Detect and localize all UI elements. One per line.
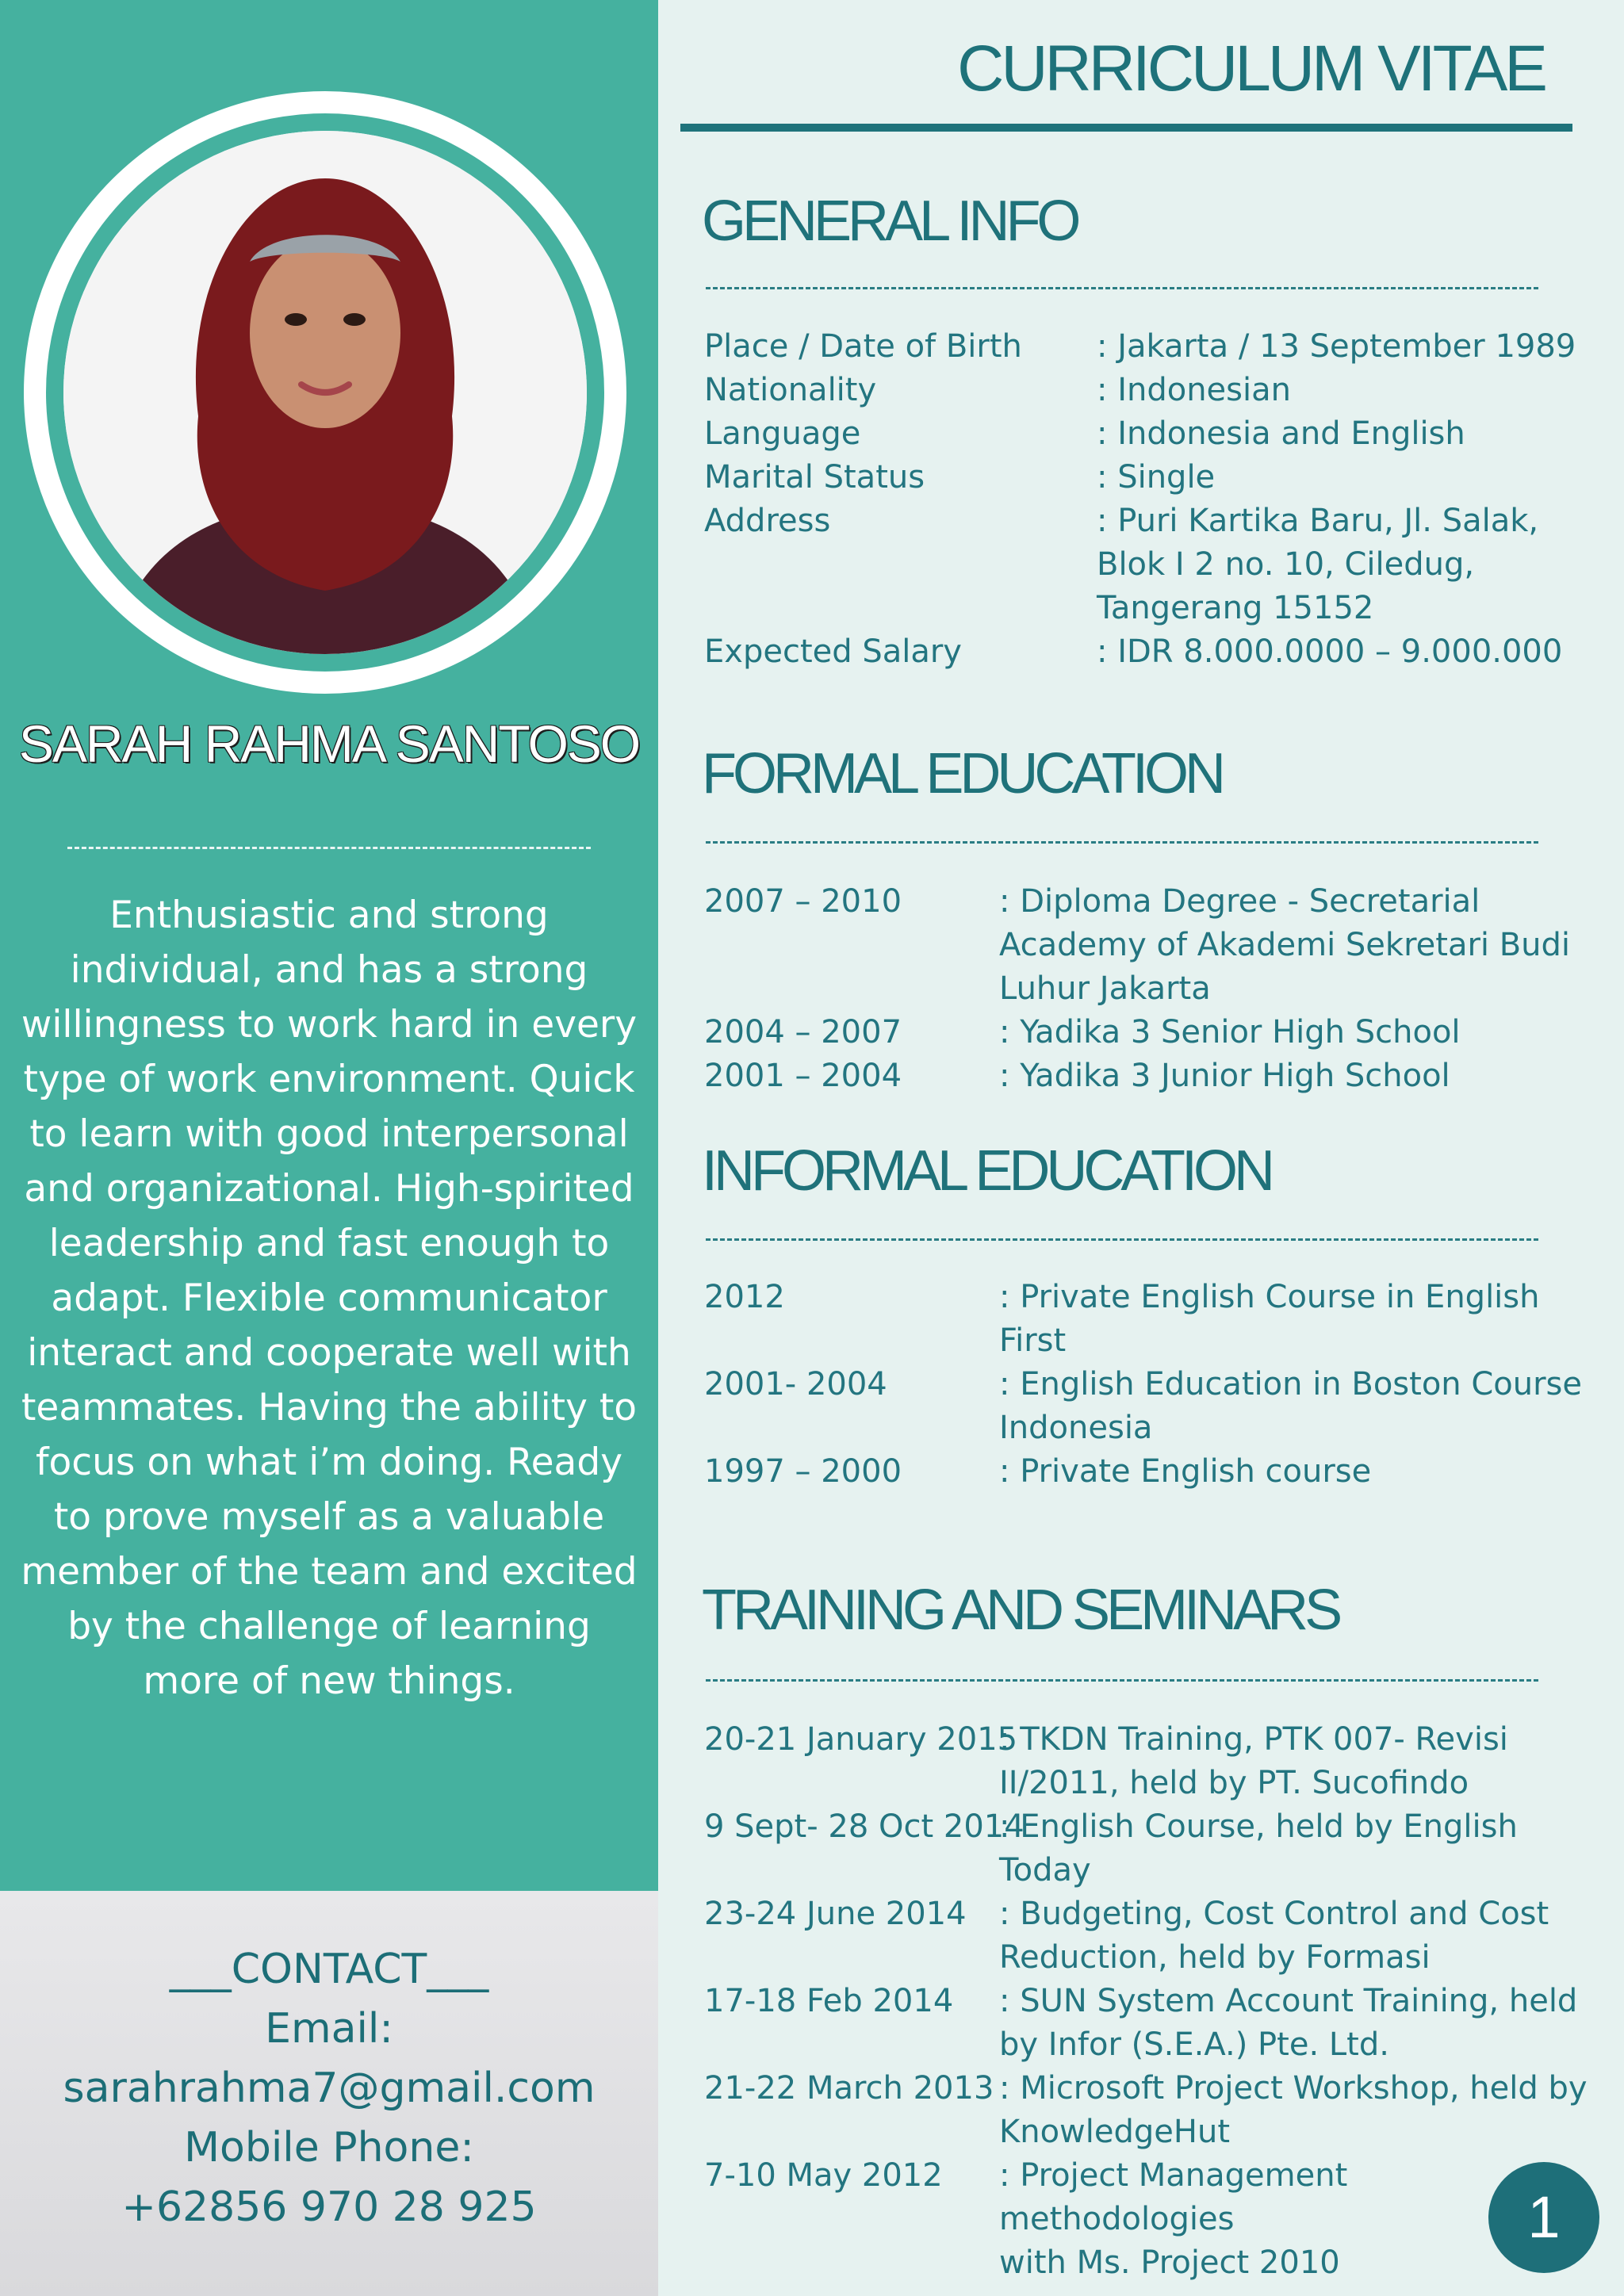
candidate-name: SARAH RAHMA SANTOSO bbox=[18, 714, 640, 773]
profile-photo bbox=[63, 131, 587, 654]
row-value: : Diploma Degree - Secretarial Academy of Akademi Sekretari Budi Luhur Jakarta bbox=[999, 883, 1571, 1007]
info-row bbox=[704, 1363, 1592, 1450]
row-value: : IDR 8.000.0000 – 9.000.000 bbox=[1097, 633, 1563, 670]
section-divider bbox=[706, 1238, 1538, 1241]
row-label: 23-24 June 2014 bbox=[704, 1896, 967, 1932]
info-row bbox=[704, 456, 1592, 499]
info-row bbox=[704, 630, 1592, 674]
info-row bbox=[704, 1892, 1592, 1980]
profile-photo-illustration bbox=[63, 131, 587, 654]
contact-heading: ___CONTACT___ bbox=[169, 1946, 489, 1993]
row-label: 2007 – 2010 bbox=[704, 883, 902, 920]
photo-frame bbox=[24, 91, 626, 694]
row-value: : Single bbox=[1097, 459, 1216, 496]
info-row bbox=[704, 1450, 1592, 1494]
info-row bbox=[704, 1276, 1592, 1363]
section-title-formal-education: FORMAL EDUCATION bbox=[702, 742, 1223, 806]
info-row bbox=[704, 1980, 1592, 2067]
row-value: : Indonesia and English bbox=[1097, 415, 1465, 452]
info-row bbox=[704, 412, 1592, 456]
profile-summary: Enthusiastic and strong individual, and has a strong willingness to work hard in every type of work environment. Quick to learn with good interpersonal and organizational. High-spirited leadership and fast enough to adapt. Flexible communicator interact and cooperate well with teammates. Having the ability to focus on what i’m doing. Ready to prove myself as a valuable member of the team and excited by the challenge of learning more of new things. bbox=[21, 894, 638, 1703]
row-value: : Private English Course in English First bbox=[999, 1279, 1540, 1359]
phone-label: Mobile Phone: bbox=[184, 2124, 474, 2172]
row-label: 2001 – 2004 bbox=[704, 1058, 902, 1094]
row-value: : English Education in Boston Course Indonesia bbox=[999, 1366, 1582, 1446]
title-rule bbox=[680, 124, 1572, 132]
row-label: 20-21 January 2015 bbox=[704, 1721, 1018, 1758]
row-label: 2012 bbox=[704, 1279, 785, 1315]
row-label: Place / Date of Birth bbox=[704, 328, 1022, 365]
section-divider bbox=[706, 1679, 1538, 1682]
row-label: 17-18 Feb 2014 bbox=[704, 1983, 954, 2019]
row-value: : Budgeting, Cost Control and Cost Reduction, held by Formasi bbox=[999, 1896, 1549, 1976]
row-value: : Private English course bbox=[999, 1453, 1372, 1490]
row-value: : Puri Kartika Baru, Jl. Salak, Blok I 2 no. 10, Ciledug, Tangerang 15152 bbox=[1097, 503, 1539, 626]
training-list bbox=[704, 1718, 1592, 2285]
row-label: 1997 – 2000 bbox=[704, 1453, 902, 1490]
document-title: CURRICULUM VITAE bbox=[957, 33, 1545, 105]
email-address[interactable]: sarahrahma7@gmail.com bbox=[63, 2064, 596, 2112]
page-number-badge: 1 bbox=[1488, 2162, 1599, 2273]
section-divider bbox=[706, 287, 1538, 289]
info-row bbox=[704, 1054, 1592, 1098]
section-title-general-info: GENERAL INFO bbox=[702, 189, 1078, 253]
profile-panel bbox=[0, 0, 658, 1891]
info-row bbox=[704, 499, 1592, 630]
informal-education-list bbox=[704, 1276, 1592, 1494]
row-label: Nationality bbox=[704, 372, 877, 408]
row-label: 2001- 2004 bbox=[704, 1366, 887, 1402]
email-label: Email: bbox=[265, 2005, 393, 2053]
row-value: : Yadika 3 Junior High School bbox=[999, 1058, 1450, 1094]
row-label: 7-10 May 2012 bbox=[704, 2157, 943, 2194]
info-row bbox=[704, 1011, 1592, 1054]
phone-number[interactable]: +62856 970 28 925 bbox=[121, 2183, 537, 2231]
section-divider bbox=[706, 841, 1538, 844]
row-value: : English Course, held by English Today bbox=[999, 1808, 1518, 1888]
row-label: 21-22 March 2013 bbox=[704, 2070, 994, 2107]
row-label: Expected Salary bbox=[704, 633, 962, 670]
row-label: Language bbox=[704, 415, 861, 452]
info-row bbox=[704, 1805, 1592, 1892]
row-value: : Microsoft Project Workshop, held by KnowledgeHut bbox=[999, 2070, 1588, 2150]
row-value: : Indonesian bbox=[1097, 372, 1291, 408]
info-row bbox=[704, 325, 1592, 369]
row-value: : TKDN Training, PTK 007- Revisi II/2011, held by PT. Sucofindo bbox=[999, 1721, 1508, 1801]
name-divider bbox=[67, 847, 591, 849]
info-row bbox=[704, 2067, 1592, 2154]
general-info-list bbox=[704, 325, 1592, 674]
section-title-informal-education: INFORMAL EDUCATION bbox=[702, 1139, 1272, 1203]
row-label: 9 Sept- 28 Oct 2014 bbox=[704, 1808, 1025, 1845]
contact-panel bbox=[0, 1891, 658, 2296]
row-value: : SUN System Account Training, held by Infor (S.E.A.) Pte. Ltd. bbox=[999, 1983, 1578, 2063]
info-row bbox=[704, 1718, 1592, 1805]
row-value: : Jakarta / 13 September 1989 bbox=[1097, 328, 1576, 365]
formal-education-list bbox=[704, 880, 1592, 1098]
info-row bbox=[704, 880, 1592, 1011]
row-label: Marital Status bbox=[704, 459, 925, 496]
info-row bbox=[704, 369, 1592, 412]
row-label: 2004 – 2007 bbox=[704, 1014, 902, 1050]
info-row bbox=[704, 2154, 1592, 2285]
section-title-training: TRAINING AND SEMINARS bbox=[702, 1578, 1339, 1642]
row-value: : Yadika 3 Senior High School bbox=[999, 1014, 1461, 1050]
row-value: : Project Management methodologies with Ms. Project 2010 bbox=[999, 2157, 1348, 2281]
row-label: Address bbox=[704, 503, 831, 539]
